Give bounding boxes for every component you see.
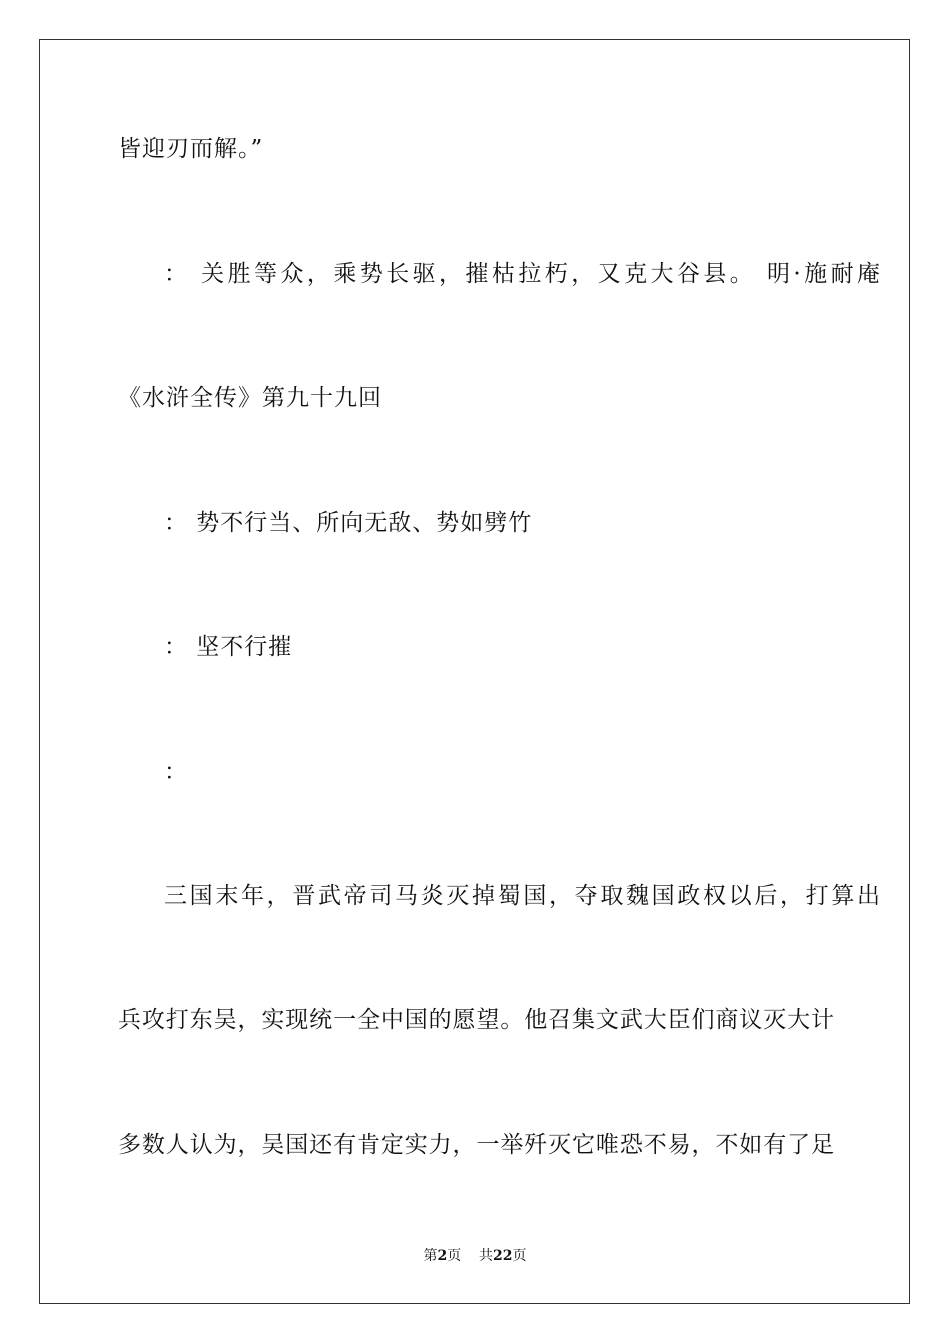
text-line-8: 兵攻打东吴，实现统一全中国的愿望。他召集文武大臣们商议灭大计 xyxy=(118,1007,834,1033)
text-line-4: ： 势不行当、所向无敌、势如劈竹 xyxy=(164,510,533,536)
footer-page-prefix: 第 xyxy=(423,1248,438,1264)
text-line-6: ： xyxy=(164,759,188,785)
text-line-9: 多数人认为，吴国还有肯定实力，一举歼灭它唯恐不易，不如有了足 xyxy=(118,1132,834,1158)
footer-page-number: 2 xyxy=(437,1248,448,1264)
text-line-5: ： 坚不行摧 xyxy=(164,634,293,660)
page-footer xyxy=(0,1247,950,1265)
footer-total-suffix: 页 xyxy=(512,1248,527,1264)
text-line-1: 皆迎刃而解。” xyxy=(118,136,264,162)
page-border xyxy=(39,39,910,1304)
text-line-7: 三国末年，晋武帝司马炎灭掉蜀国，夺取魏国政权以后，打算出 xyxy=(164,883,880,909)
footer-total-pages: 22 xyxy=(493,1248,513,1264)
footer-page-suffix: 页 xyxy=(447,1248,462,1264)
footer-total-prefix: 共 xyxy=(479,1248,494,1264)
text-line-2: ： 关胜等众，乘势长驱，摧枯拉朽，又克大谷县。 明·施耐庵 xyxy=(164,261,880,287)
text-line-3: 《水浒全传》第九十九回 xyxy=(118,385,382,411)
